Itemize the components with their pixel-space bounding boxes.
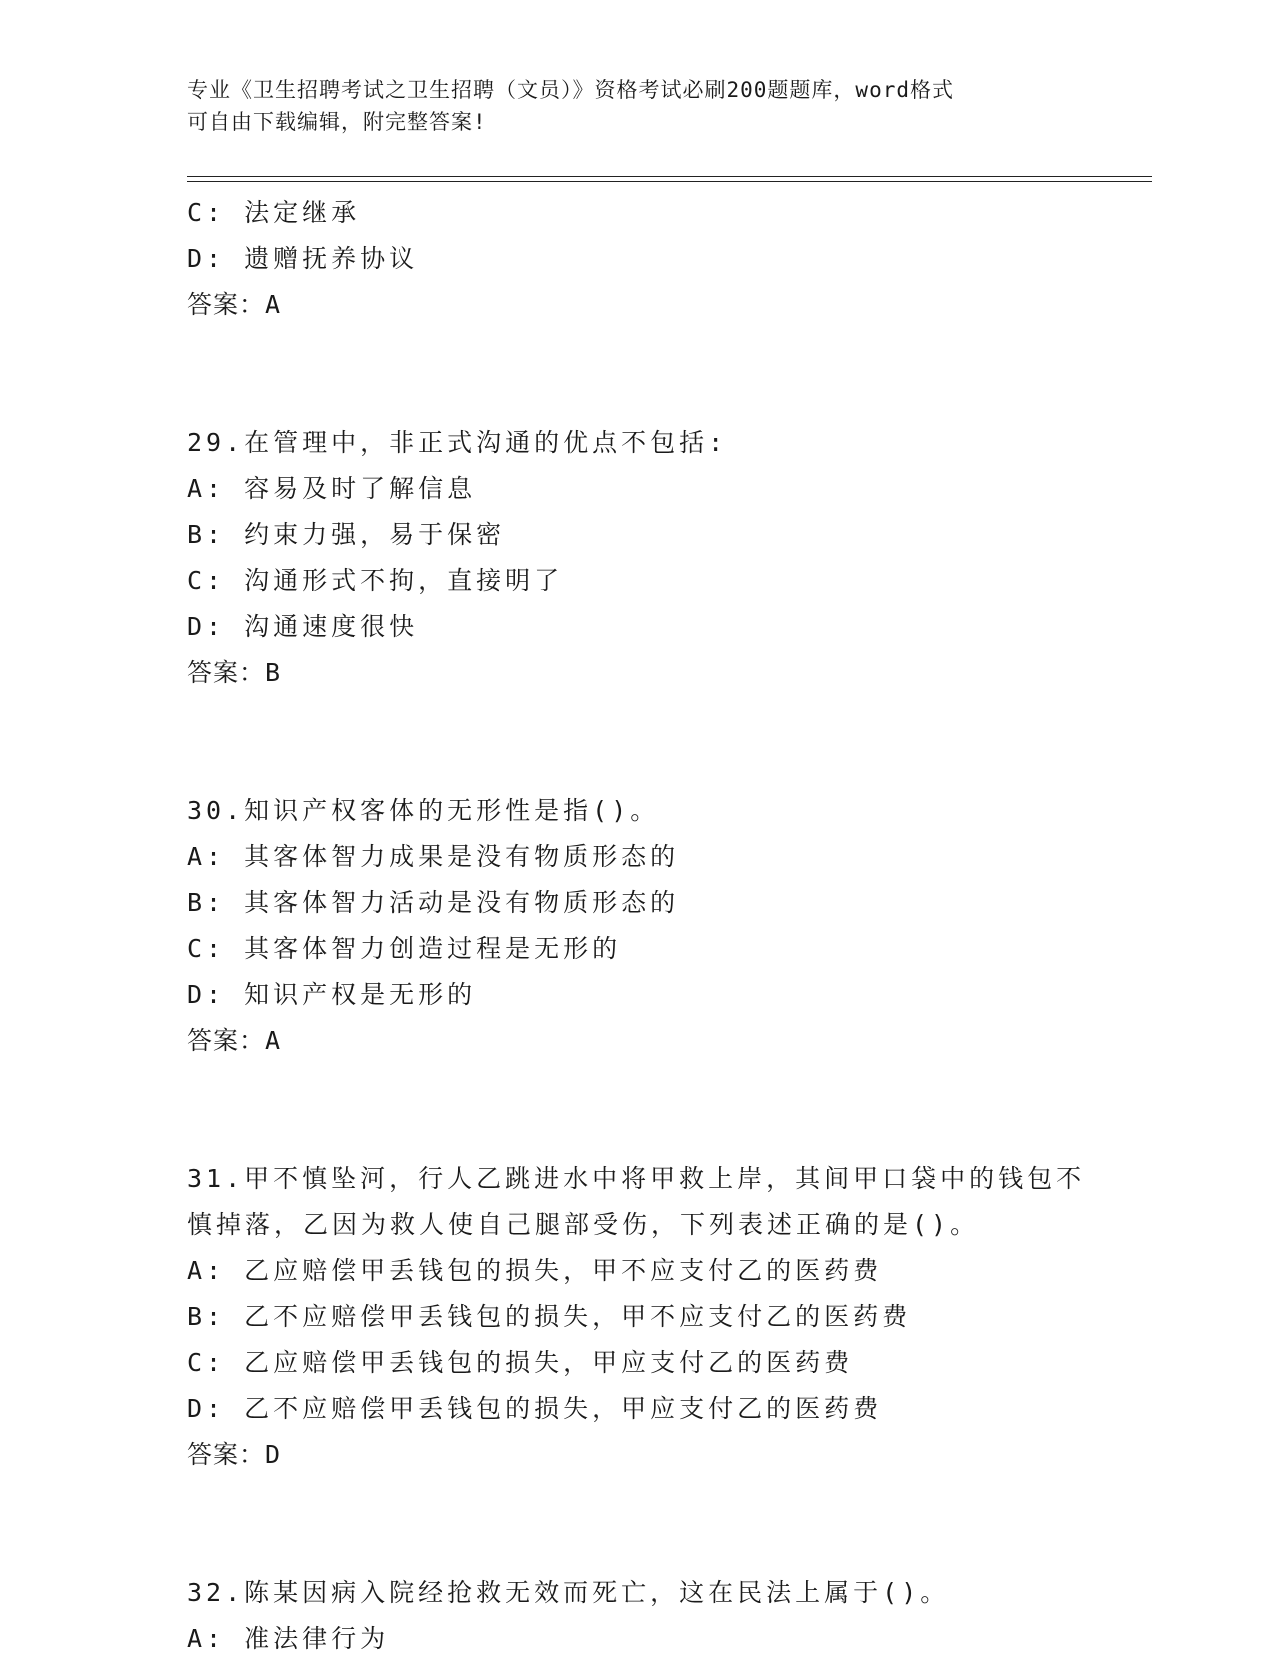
question-text: 32.陈某因病入院经抢救无效而死亡，这在民法上属于()。 — [187, 1578, 950, 1607]
question-text: 31.甲不慎坠河，行人乙跳进水中将甲救上岸，其间甲口袋中的钱包不 — [187, 1164, 1086, 1193]
header-line-1: 专业《卫生招聘考试之卫生招聘（文员）》资格考试必刷200题题库，word格式 — [187, 78, 954, 102]
option-d: D: 沟通速度很快 — [187, 612, 419, 641]
option-b: B: 约束力强，易于保密 — [187, 520, 506, 549]
document-header — [187, 74, 1067, 138]
option-c: C: 沟通形式不拘，直接明了 — [187, 566, 564, 595]
question-text-continued: 慎掉落，乙因为救人使自己腿部受伤，下列表述正确的是()。 — [187, 1210, 980, 1239]
option-c: C: 乙应赔偿甲丢钱包的损失，甲应支付乙的医药费 — [187, 1348, 854, 1377]
answer-line: 答案：D — [187, 1440, 282, 1469]
option-b: B: 乙不应赔偿甲丢钱包的损失，甲不应支付乙的医药费 — [187, 1302, 912, 1331]
option-d: D: 知识产权是无形的 — [187, 980, 477, 1009]
question-text: 30.知识产权客体的无形性是指()。 — [187, 796, 660, 825]
option-c: C: 其客体智力创造过程是无形的 — [187, 934, 622, 963]
option-a: A: 乙应赔偿甲丢钱包的损失，甲不应支付乙的医药费 — [187, 1256, 883, 1285]
option-c: C: 法定继承 — [187, 198, 361, 227]
question-list — [187, 190, 1147, 1662]
question-block-29 — [187, 420, 1147, 696]
question-block-30 — [187, 788, 1147, 1064]
answer-line: 答案：B — [187, 658, 282, 687]
question-block-32 — [187, 1570, 1147, 1662]
option-b: B: 其客体智力活动是没有物质形态的 — [187, 888, 680, 917]
header-divider-bottom — [187, 181, 1152, 182]
answer-line: 答案：A — [187, 1026, 282, 1055]
option-d: D: 乙不应赔偿甲丢钱包的损失，甲应支付乙的医药费 — [187, 1394, 883, 1423]
question-block-28 — [187, 190, 1147, 328]
header-divider-top — [187, 176, 1152, 177]
option-a: A: 准法律行为 — [187, 1624, 390, 1653]
question-text: 29.在管理中，非正式沟通的优点不包括: — [187, 428, 728, 457]
question-block-31 — [187, 1156, 1147, 1478]
answer-line: 答案：A — [187, 290, 282, 319]
option-d: D: 遗赠抚养协议 — [187, 244, 419, 273]
header-line-2: 可自由下载编辑，附完整答案! — [187, 110, 487, 134]
option-a: A: 其客体智力成果是没有物质形态的 — [187, 842, 680, 871]
option-a: A: 容易及时了解信息 — [187, 474, 477, 503]
